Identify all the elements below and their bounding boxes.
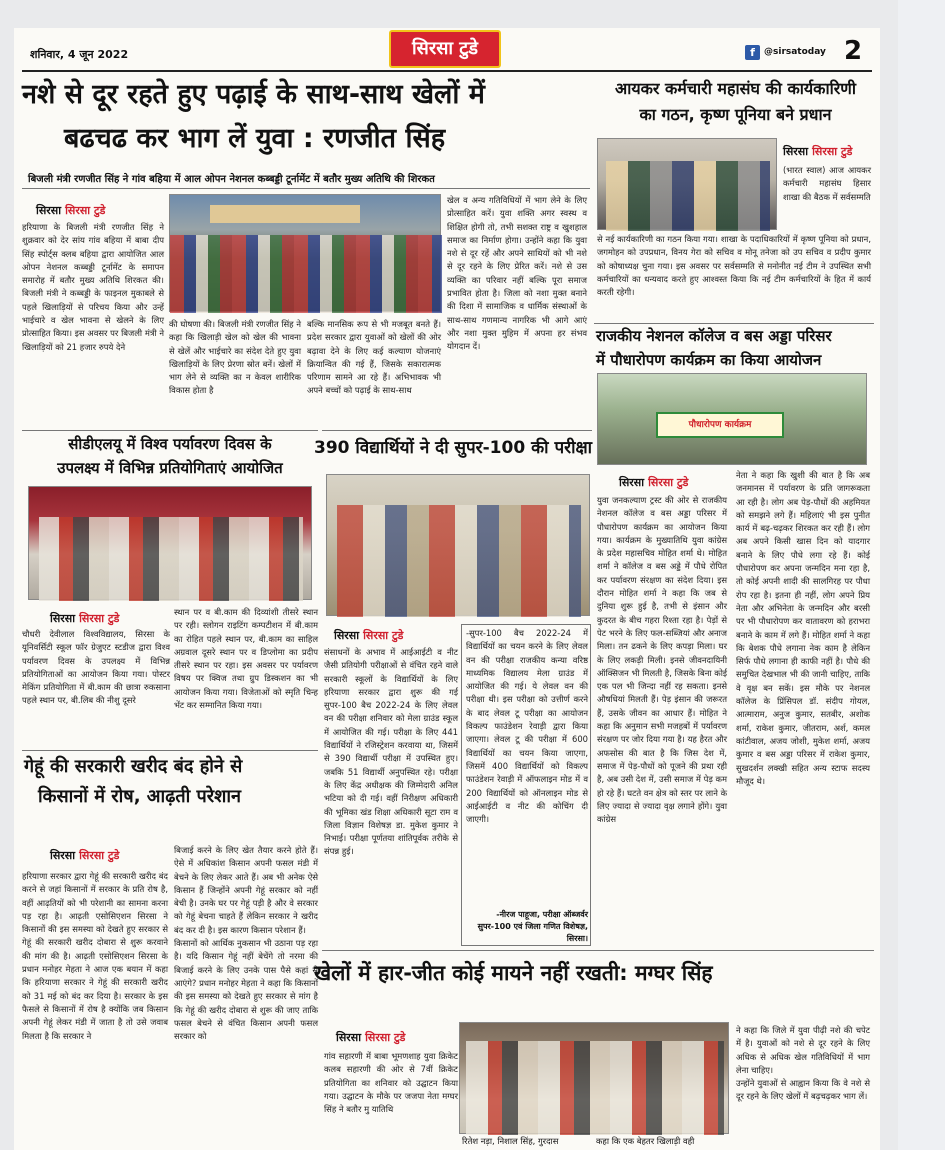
header-rule <box>22 70 872 72</box>
story5-credit: -नीरज पाहूजा, परीक्षा ऑब्जर्वर सुपर-100 एवं जिला गणित विशेषज्ञ, सिरसा। <box>477 910 588 943</box>
kabaddi-team-photo <box>169 194 441 312</box>
story1-column-3: बल्कि मानसिक रूप से भी मजबूत बनते हैं। प्रदेश सरकार द्वारा युवाओं को खेलों की ओर बढ़ावा देने के लिए कई कल्याण योजनाएं क्रियान्वित की गई हैं, जिसके सकारात्मक परिणाम सामने आ रहे हैं। अभिभावक भी अपने बच्चों को पढ़ाई के साथ-साथ <box>307 319 441 396</box>
story1-dateline <box>36 203 105 218</box>
cricket-event-photo <box>459 1022 729 1134</box>
dateline-city: सिरसा <box>50 849 76 862</box>
plantation-banner <box>656 412 784 438</box>
story2-side-text: (भारत स्वाल) आज आयकर कर्मचारी महासंघ हिसार शाखा की बैठक में सर्वसम्मति <box>783 165 871 202</box>
story7-headline: खेलों में हार-जीत कोई मायने नहीं रखती: मग्घर सिंह <box>314 961 713 985</box>
story3-headline-line2: में पौधारोपण कार्यक्रम का किया आयोजन <box>596 351 822 369</box>
story2-dateline <box>783 144 852 159</box>
story1-column-1: हरियाणा के बिजली मंत्री रणजीत सिंह ने शुक्रवार को देर सांय गांव बहिया में बाबा दीप सिंह स्पोर्ट्स क्लब बहिया द्वारा आयोजित आल ओपन नेशनल कब्बड्डी टूर्नामेंट के समापन समारोह में बतौर मुख्य अतिथि शिरकत की। बिजली मंत्री ने कब्बड्डी के फाइनल मुकाबले से पहले खिलाड़ियों से परिचय किया और उन्हें भाईचारे व खेल भावना से खेलने के लिए प्रोत्साहित किया। इस अवसर पर बिजली मंत्री ने खिलाड़ियों को 21 हजार रुपये देने <box>22 222 164 352</box>
story1-deck: बिजली मंत्री रणजीत सिंह ने गांव बहिया में आल ओपन नेशनल कब्बड्डी टूर्नामेंट में बतौर मुख्य अतिथि की शिरकत <box>28 174 435 185</box>
dateline-paper: सिरसा टुडे <box>79 849 120 862</box>
story7-dateline <box>336 1030 405 1045</box>
story1-deck-rule <box>22 188 590 189</box>
photo-people <box>606 161 770 231</box>
story1-column-4: खेल व अन्य गतिविधियों में भाग लेने के लिए प्रोत्साहित करें। युवा शक्ति अगर स्वस्थ व शिक्षित होगी तो, तभी सशक्त राष्ट्र व खुशहाल समाज का निर्माण होगा। उन्होंने कहा कि युवा नशे से दूर रहें और अपने साथियों को भी नशे से दूर रहने के लिए प्रेरित करें। नशे से उस व्यक्ति का परिवार नहीं बल्कि पूरा समाज प्रभावित होता है। जिला को नशा मुक्त बनाने की दिशा में सामाजिक व धार्मिक संस्थाओं के साथ-साथ गणमान्य नागरिक भी आगे आएं और नशा मुक्त मुहिम में अपना हर संभव योगदान दें। <box>447 195 587 352</box>
story6-column-1: हरियाणा सरकार द्वारा गेहूं की सरकारी खरीद बंद करने से जहां किसानों में सरकार के प्रति रोष है, वहीं आढ़तियों को भी परेशानी का सामना करना पड़ रहा है। आढ़ती एसोसिएशन सिरसा ने किसानों की इस समस्या को देखते हुए सरकार से गेहूं की सरकारी खरीद दोबारा से शुरू करवाने की मांग की है। आढ़ती एसोसिएशन सिरसा के प्रधान मनोहर मेहता ने आज एक बयान में कहा कि हरियाणा सरकार ने गेहूं की सरकारी खरीद को 31 मई को बंद कर दिया है। सरकार के इस फैसले से किसानों में रोष है क्योंकि जब किसान अपनी गेहूं लेकर मंडी में जाता है तो उसे जवाब मिलता है कि सरकार ने <box>22 871 168 1041</box>
story4-dateline <box>50 611 119 626</box>
dateline-city: सिरसा <box>50 612 76 625</box>
university-prize-photo <box>28 486 312 600</box>
story2-headline-line1: आयकर कर्मचारी महासंघ की कार्यकारिणी <box>614 79 857 98</box>
story5-column-2: -सुपर-100 बैच 2022-24 में विद्यार्थियों का चयन करने के लिए लेवल वन की परीक्षा राजकीय कन्या वरिष्ठ माध्यमिक विद्यालय मेला ग्राउंड में आयोजित की गई। ये लेवल वन की परीक्षा थी। इस परीक्षा को उत्तीर्ण करने के बाद लेवल टू परीक्षा का आयोजन विकल्प फाउंडेशन रेवाड़ी द्वारा किया जाएगा। लेवल टू की परीक्षा में 600 विद्यार्थियों का चयन किया जाएगा, जिसमें 400 विद्यार्थियों को विकल्प फाउंडेशन रेवाड़ी में ऑफलाइन मोड में व 200 विद्यार्थियों को ऑनलाइन मोड से आईआईटी व नीट की कोचिंग दी जाएगी। <box>466 628 588 825</box>
plantation-event-photo <box>597 373 867 465</box>
story4-column-2: स्थान पर व बी.काम की दिव्यांशी तीसरे स्थान पर रही। स्लोगन राइटिंग कम्पटीशन में बी.काम का रोहित पहले स्थान पर, बी.काम का साहिल अग्रवाल दूसरे स्थान पर व डिप्लोमा का प्रदीप तीसरे स्थान पर रहा। इस अवसर पर पर्यावरण विषय पर क्विज तथा ग्रुप डिस्कशन का भी आयोजन किया गया। विजेताओं को स्मृति चिन्ह भेंट कर सम्मानित किया गया। <box>174 607 318 711</box>
story7-column-2: कहा कि एक बेहतर खिलाड़ी वही <box>596 1136 695 1146</box>
page-number: 2 <box>844 36 863 66</box>
dateline-city: सिरसा <box>619 476 645 489</box>
masthead <box>389 30 501 68</box>
dateline-city: सिरसा <box>336 1031 362 1044</box>
story6-column-2: बिजाई करने के लिए खेत तैयार करने होते हैं। ऐसे में अधिकांश किसान अपनी फसल मंडी में बेचने के लिए लेकर आते हैं। अब भी अनेक ऐसे किसान हैं जिन्होंने अपनी गेहूं सरकार को नहीं बेची है। उनके घर पर गेहूं पड़ी है और वे सरकार को गेहूं बेचना चाहते हैं लेकिन सरकार ने खरीद बंद कर दी है। इस कारण किसान परेशान हैं। किसानों को आर्थिक नुकसान भी उठाना पड़ रहा है। यदि किसान गेहूं नहीं बेचेंगे तो नरमा की बिजाई करने के लिए उनके पास पैसे कहां से आएंगे? प्रधान मनोहर मेहता ने कहा कि किसानों की इस समस्या को देखते हुए सरकार से मांग है कि गेहूं की खरीद दोबारा से शुरू की जाए ताकि फसल बेचने से वंचित किसान अपनी फसल सरकार को <box>174 845 318 1042</box>
photo-people <box>39 517 303 601</box>
dateline-paper: सिरसा टुडे <box>79 612 120 625</box>
masthead-title: सिरसा टुडे <box>412 38 478 59</box>
story6-rule <box>22 750 318 751</box>
story5-column-1: संसाधनों के अभाव में आईआईटी व नीट जैसी प्रतियोगी परीक्षाओं से वंचित रहने वाले सरकारी स्कूलों के विद्यार्थियों के लिए हरियाणा सरकार द्वारा शुरू की गई सुपर-100 बैच 2022-24 के लिए लेवल वन की परीक्षा शनिवार को मेला ग्राउंड स्कूल में आयोजित की गई। परीक्षा के लिए 441 विद्यार्थियों ने रजिस्ट्रेशन करवाया था, जिसमें से 390 विद्यार्थी परीक्षा में उपस्थित हुए। जबकि 51 विद्यार्थी अनुपस्थित रहे। परीक्षा के लिए केंद्र अधीक्षक की जिम्मेदारी अनिल भटिया को दी गई। वहीं निरीक्षण अधिकारी की भूमिका खंड शिक्षा अधिकारी सूटा राम व जिला विज्ञान विशेषज्ञ डा. मुकेश कुमार ने निभाई। परीक्षा पूर्णतया शांतिपूर्वक तरीके से संपन्न हुई। <box>324 647 458 857</box>
story7-column-1: गांव सहारणी में बाबा भूमणशाह युवा क्रिकेट कलब सहारणी की ओर से 7वीं क्रिकेट प्रतियोगिता का शनिवार को उद्घाटन किया गया। उद्घाटन के मौके पर जजपा नेता मग्घर सिंह ने बतौर मु यातिथि <box>324 1051 458 1115</box>
dateline-paper: सिरसा टुडे <box>363 629 404 642</box>
story5-rule <box>322 430 592 431</box>
issue-date: शनिवार, 4 जून 2022 <box>30 48 129 61</box>
story4-headline-line1: सीडीएलयू में विश्व पर्यावरण दिवस के <box>68 435 272 453</box>
photo-students <box>337 505 581 617</box>
story7-rule <box>322 950 874 951</box>
story4-column-1: चौधरी देवीलाल विश्वविद्यालय, सिरसा के यूनिवर्सिटी स्कूल फॉर ग्रेजुएट स्टडीज द्वारा विश्व पर्यावरण दिवस के उपलक्ष्य में विभिन्न प्रतियोगिताओं का आयोजन किया गया। पोस्टर मेकिंग प्रतियोगिता में बी.काम की छात्रा रुकसाना पहले स्थान पर, बी.लिब की नीशु दूसरे <box>22 629 170 706</box>
dateline-paper: सिरसा टुडे <box>65 204 106 217</box>
story6-headline-line2: किसानों में रोष, आढ़ती परेशान <box>38 786 241 807</box>
story1-headline-line2: बढचढ कर भाग लें युवा : रणजीत सिंह <box>64 123 446 154</box>
viewer-side-strip <box>898 0 945 1150</box>
story3-column-1: युवा जनकल्याण ट्रस्ट की ओर से राजकीय नेशनल कॉलेज व बस अड्डा परिसर में पौधारोपण कार्यक्रम का आयोजन किया गया। कार्यक्रम के मुख्यातिथि युवा कांग्रेस के प्रदेश महासचिव मोहित शर्मा थे। मोहित शर्मा ने कॉलेज व बस अड्डे में पौधे रोपित कर पर्यावरण संरक्षण का संदेश दिया। इस दौरान मोहित शर्मा ने कहा कि जब से दुनिया शुरू हुई है, तभी से इंसान और कुदरत के बीच गहरा रिश्ता रहा है। पेड़ों से पेट भरने के लिए फल-सब्जियां और अनाज मिला। तन ढकने के लिए कपड़ा मिला। घर के लिए लकड़ी मिली। इनसे जीवनदायिनी ऑक्सिजन भी मिलती है, जिसके बिना कोई एक पल भी जिन्दा नहीं रह सकता। इनसे औषधियां मिलती हैं। पेड़ इंसान की जरूरत हैं, उसके जीवन का आधार हैं। मोहित ने कहा कि अनुमान सभी मजहबों में पर्यावरण संरक्षण पर जोर दिया गया है। यह हैरत और अफसोस की बात है कि जिस देश में, समाज में पेड़-पौधों को पूजने की प्रथा रही है, अब उसी देश में, उसी समाज में पेड़ कम हो रहे हैं। घटते वन क्षेत्र को स्तर पर लाने के लिए ज्यादा से ज्यादा वृक्ष लगाने होंगे। युवा कांग्रेस <box>597 495 727 825</box>
photo-banner <box>210 205 360 223</box>
dateline-city: सिरसा <box>783 145 809 158</box>
story1-column-2: की घोषणा की। बिजली मंत्री रणजीत सिंह ने कहा कि खिलाड़ी खेल को खेल की भावना से खेलें और भाईचारे का संदेश देते हुए युवा खिलाड़ियों के लिए प्रेरणा स्रोत बनें। खेलों में भाग लेने से व्यक्ति का न केवल शारीरिक विकास होता है <box>169 319 301 396</box>
dateline-paper: सिरसा टुडे <box>648 476 689 489</box>
story3-column-2: नेता ने कहा कि खुशी की बात है कि अब जनमानस में पर्यावरण के प्रति जागरूकता आ रही है। लोग अब पेड़-पौधों की अहमियत को समझने लगे हैं। महिलाएं भी इस पुनीत कार्य में बढ़-चढ़कर शिरकत कर रही हैं। लोग अब अपने किसी खास दिन को यादगार बनाने के लिए पौधे लगा रहे हैं। कोई पौधारोपण कर अपना जन्मदिन मना रहा है, तो कोई अपनी शादी की सालगिरह पर पौधा रोप रहा है। इतना ही नहीं, लोग अपने प्रिय नेता और अभिनेता के जन्मदिन और बरसी पर भी पौधारोपण कर वातावरण को हराभरा बनाने के काम में लगे हैं। मोहित शर्मा ने कहा कि बेशक पौधे लगाना नेक काम है लेकिन सिर्फ पौधे लगाना ही काफी नहीं है। पौधे की समुचित देखभाल भी की जानी चाहिए, ताकि वे वृक्ष बन सकें। इस मौके पर नेशनल कॉलेज के प्रिंसिपल डॉ. संदीप गोयल, आत्माराम, अनुज कुमार, सतबीर, अशोक शर्मा, राकेश कुमार, जीतराम, अर्श, कमल कांटीवाल, अजय जोशी, मुकेश शर्मा, अजय कुमार व बस अड्डा परिसर में राकेश कुमार, सुखदर्शन लक्खी सहित अन्य स्टाफ सदस्य मौजूद थे। <box>736 470 870 786</box>
story7-column-3: ने कहा कि जिले में युवा पीढ़ी नशे की चपेट में है। युवाओं को नशे से दूर रहने के लिए अधिक से अधिक खेल गतिविधियों में भाग लेना चाहिए। उन्होंने युवाओं से आह्वान किया कि वे नशे से दूर रहने के लिए खेलों में बढ़चढ़कर भाग लें। <box>736 1025 870 1102</box>
story4-rule <box>22 430 318 431</box>
exam-hall-photo <box>326 474 590 616</box>
story3-headline-line1: राजकीय नेशनल कॉलेज व बस अड्डा परिसर <box>596 327 832 345</box>
photo-caption: रितेश नड़ा, निशाल सिंह, गुरदास <box>462 1136 559 1146</box>
newspaper-page <box>14 28 880 1150</box>
story1-headline-line1: नशे से दूर रहते हुए पढ़ाई के साथ-साथ खेलों में <box>22 79 485 110</box>
story6-headline-line1: गेहूं की सरकारी खरीद बंद होने से <box>24 756 243 777</box>
story5-sidebar-box <box>461 624 591 946</box>
social-handle: @sirsatoday <box>764 47 826 57</box>
story2-body: से नई कार्यकारिणी का गठन किया गया। शाखा के पदाधिकारियों में कृष्ण पूनिया को प्रधान, जगमोहन को उपप्रधान, विनय गेरा को सचिव व मोनू तनेजा को उप सचिव व प्रदीप कुमार को कोषाध्यक्ष चुना गया। इस अवसर पर सर्वसम्मति से मनोनीत नई टीम ने उपस्थित सभी कर्मचारियों का धन्यवाद करते हुए आश्वस्त किया कि नई टीम कर्मचारियों के हित में कार्य करती रहेगी। <box>597 234 871 298</box>
dateline-paper: सिरसा टुडे <box>365 1031 406 1044</box>
union-members-photo <box>597 138 777 230</box>
story2-rule <box>594 323 874 324</box>
story4-headline-line2: उपलक्ष्य में विभिन्न प्रतियोगिताएं आयोजित <box>57 459 283 477</box>
photo-people <box>466 1041 724 1135</box>
story5-headline: 390 विद्यार्थियों ने दी सुपर-100 की परीक्षा <box>314 438 593 458</box>
dateline-paper: सिरसा टुडे <box>812 145 853 158</box>
story2-headline-line2: का गठन, कृष्ण पूनिया बने प्रधान <box>639 105 832 124</box>
story5-dateline <box>334 628 403 643</box>
plantation-banner-text: पौधारोपण कार्यक्रम <box>688 420 752 430</box>
story6-dateline <box>50 848 119 863</box>
facebook-icon: f <box>745 45 760 60</box>
photo-crowd <box>170 235 442 313</box>
dateline-city: सिरसा <box>36 204 62 217</box>
story3-dateline <box>619 475 688 490</box>
dateline-city: सिरसा <box>334 629 360 642</box>
